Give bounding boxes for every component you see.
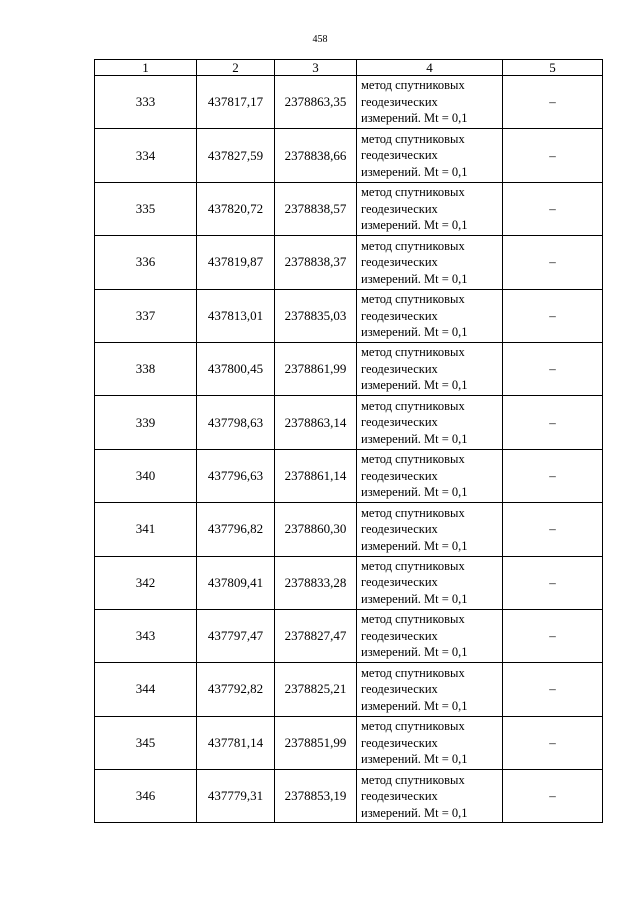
- x-coordinate-cell: 437819,87: [197, 236, 275, 289]
- method-cell: [357, 129, 503, 182]
- x-coordinate-cell: 437792,82: [197, 663, 275, 716]
- table-row: [95, 76, 603, 129]
- column-5-cell: –: [503, 503, 603, 556]
- method-cell: [357, 556, 503, 609]
- method-line: измерений. Mt = 0,1: [361, 218, 468, 233]
- column-5-cell: –: [503, 449, 603, 502]
- method-line: измерений. Mt = 0,1: [361, 591, 468, 606]
- method-line: измерений. Mt = 0,1: [361, 538, 468, 553]
- table-row: [95, 396, 603, 449]
- method-cell: [357, 770, 503, 823]
- method-line: измерений. Mt = 0,1: [361, 698, 468, 713]
- table-row: [95, 342, 603, 395]
- method-line: геодезических: [361, 361, 438, 376]
- method-line: геодезических: [361, 415, 438, 430]
- column-5-cell: –: [503, 289, 603, 342]
- method-line: геодезических: [361, 148, 438, 163]
- column-5-cell: –: [503, 556, 603, 609]
- column-5-cell: –: [503, 342, 603, 395]
- y-coordinate-cell: 2378853,19: [275, 770, 357, 823]
- method-line: метод спутниковых: [361, 238, 465, 253]
- y-coordinate-cell: 2378860,30: [275, 503, 357, 556]
- table-row: [95, 289, 603, 342]
- point-number-cell: 343: [95, 609, 197, 662]
- table-row: [95, 770, 603, 823]
- column-5-cell: –: [503, 609, 603, 662]
- x-coordinate-cell: 437798,63: [197, 396, 275, 449]
- method-cell: [357, 503, 503, 556]
- x-coordinate-cell: 437796,82: [197, 503, 275, 556]
- x-coordinate-cell: 437820,72: [197, 182, 275, 235]
- column-5-cell: –: [503, 236, 603, 289]
- y-coordinate-cell: 2378838,37: [275, 236, 357, 289]
- table-row: [95, 716, 603, 769]
- point-number-cell: 341: [95, 503, 197, 556]
- table-row: [95, 663, 603, 716]
- method-line: метод спутниковых: [361, 558, 465, 573]
- method-cell: [357, 236, 503, 289]
- point-number-cell: 344: [95, 663, 197, 716]
- column-5-cell: –: [503, 182, 603, 235]
- table-row: [95, 503, 603, 556]
- table-row: [95, 236, 603, 289]
- point-number-cell: 335: [95, 182, 197, 235]
- method-line: метод спутниковых: [361, 398, 465, 413]
- method-cell: [357, 289, 503, 342]
- column-header-2: 2: [197, 60, 275, 76]
- method-line: геодезических: [361, 628, 438, 643]
- method-line: метод спутниковых: [361, 719, 465, 734]
- x-coordinate-cell: 437817,17: [197, 76, 275, 129]
- method-line: метод спутниковых: [361, 185, 465, 200]
- column-5-cell: –: [503, 770, 603, 823]
- method-line: метод спутниковых: [361, 131, 465, 146]
- method-line: измерений. Mt = 0,1: [361, 325, 468, 339]
- column-5-cell: –: [503, 129, 603, 182]
- point-number-cell: 338: [95, 342, 197, 395]
- coordinates-table: [94, 59, 603, 823]
- table-row: [95, 556, 603, 609]
- y-coordinate-cell: 2378861,99: [275, 342, 357, 395]
- column-5-cell: –: [503, 396, 603, 449]
- point-number-cell: 339: [95, 396, 197, 449]
- method-line: геодезических: [361, 468, 438, 483]
- method-line: геодезических: [361, 789, 438, 804]
- method-line: геодезических: [361, 255, 438, 270]
- column-header-3: 3: [275, 60, 357, 76]
- point-number-cell: 340: [95, 449, 197, 502]
- method-cell: [357, 609, 503, 662]
- method-line: метод спутниковых: [361, 345, 465, 360]
- table-row: [95, 182, 603, 235]
- y-coordinate-cell: 2378825,21: [275, 663, 357, 716]
- method-line: метод спутниковых: [361, 452, 465, 467]
- method-line: метод спутниковых: [361, 78, 465, 93]
- method-line: измерений. Mt = 0,1: [361, 645, 468, 660]
- method-line: измерений. Mt = 0,1: [361, 271, 468, 286]
- x-coordinate-cell: 437813,01: [197, 289, 275, 342]
- method-cell: [357, 716, 503, 769]
- table-row: [95, 449, 603, 502]
- method-line: геодезических: [361, 522, 438, 537]
- point-number-cell: 337: [95, 289, 197, 342]
- y-coordinate-cell: 2378863,35: [275, 76, 357, 129]
- x-coordinate-cell: 437800,45: [197, 342, 275, 395]
- method-line: геодезических: [361, 575, 438, 590]
- column-header-5: 5: [503, 60, 603, 76]
- point-number-cell: 346: [95, 770, 197, 823]
- method-line: измерений. Mt = 0,1: [361, 164, 468, 179]
- x-coordinate-cell: 437797,47: [197, 609, 275, 662]
- y-coordinate-cell: 2378833,28: [275, 556, 357, 609]
- x-coordinate-cell: 437796,63: [197, 449, 275, 502]
- point-number-cell: 336: [95, 236, 197, 289]
- column-5-cell: –: [503, 663, 603, 716]
- x-coordinate-cell: 437779,31: [197, 770, 275, 823]
- column-5-cell: –: [503, 716, 603, 769]
- method-line: измерений. Mt = 0,1: [361, 378, 468, 393]
- method-line: метод спутниковых: [361, 292, 465, 306]
- method-line: геодезических: [361, 682, 438, 697]
- x-coordinate-cell: 437809,41: [197, 556, 275, 609]
- method-line: геодезических: [361, 735, 438, 750]
- table-row: [95, 129, 603, 182]
- method-line: измерений. Mt = 0,1: [361, 805, 468, 820]
- page-number: 458: [312, 34, 328, 45]
- method-line: измерений. Mt = 0,1: [361, 431, 468, 446]
- method-line: геодезических: [361, 94, 438, 109]
- method-cell: [357, 396, 503, 449]
- y-coordinate-cell: 2378851,99: [275, 716, 357, 769]
- x-coordinate-cell: 437827,59: [197, 129, 275, 182]
- y-coordinate-cell: 2378838,57: [275, 182, 357, 235]
- point-number-cell: 334: [95, 129, 197, 182]
- x-coordinate-cell: 437781,14: [197, 716, 275, 769]
- method-line: метод спутниковых: [361, 665, 465, 680]
- y-coordinate-cell: 2378835,03: [275, 289, 357, 342]
- column-header-1: 1: [95, 60, 197, 76]
- y-coordinate-cell: 2378838,66: [275, 129, 357, 182]
- method-cell: [357, 663, 503, 716]
- method-line: измерений. Mt = 0,1: [361, 752, 468, 767]
- point-number-cell: 345: [95, 716, 197, 769]
- method-cell: [357, 342, 503, 395]
- method-cell: [357, 182, 503, 235]
- y-coordinate-cell: 2378827,47: [275, 609, 357, 662]
- method-line: метод спутниковых: [361, 505, 465, 520]
- method-line: измерений. Mt = 0,1: [361, 485, 468, 500]
- y-coordinate-cell: 2378863,14: [275, 396, 357, 449]
- point-number-cell: 333: [95, 76, 197, 129]
- method-line: измерений. Mt = 0,1: [361, 111, 468, 126]
- point-number-cell: 342: [95, 556, 197, 609]
- y-coordinate-cell: 2378861,14: [275, 449, 357, 502]
- table-row: [95, 609, 603, 662]
- table-header-row: [95, 60, 603, 76]
- method-cell: [357, 76, 503, 129]
- method-line: метод спутниковых: [361, 612, 465, 627]
- method-line: метод спутниковых: [361, 772, 465, 787]
- column-header-4: 4: [357, 60, 503, 76]
- method-cell: [357, 449, 503, 502]
- method-line: геодезических: [361, 308, 438, 323]
- method-line: геодезических: [361, 201, 438, 216]
- column-5-cell: –: [503, 76, 603, 129]
